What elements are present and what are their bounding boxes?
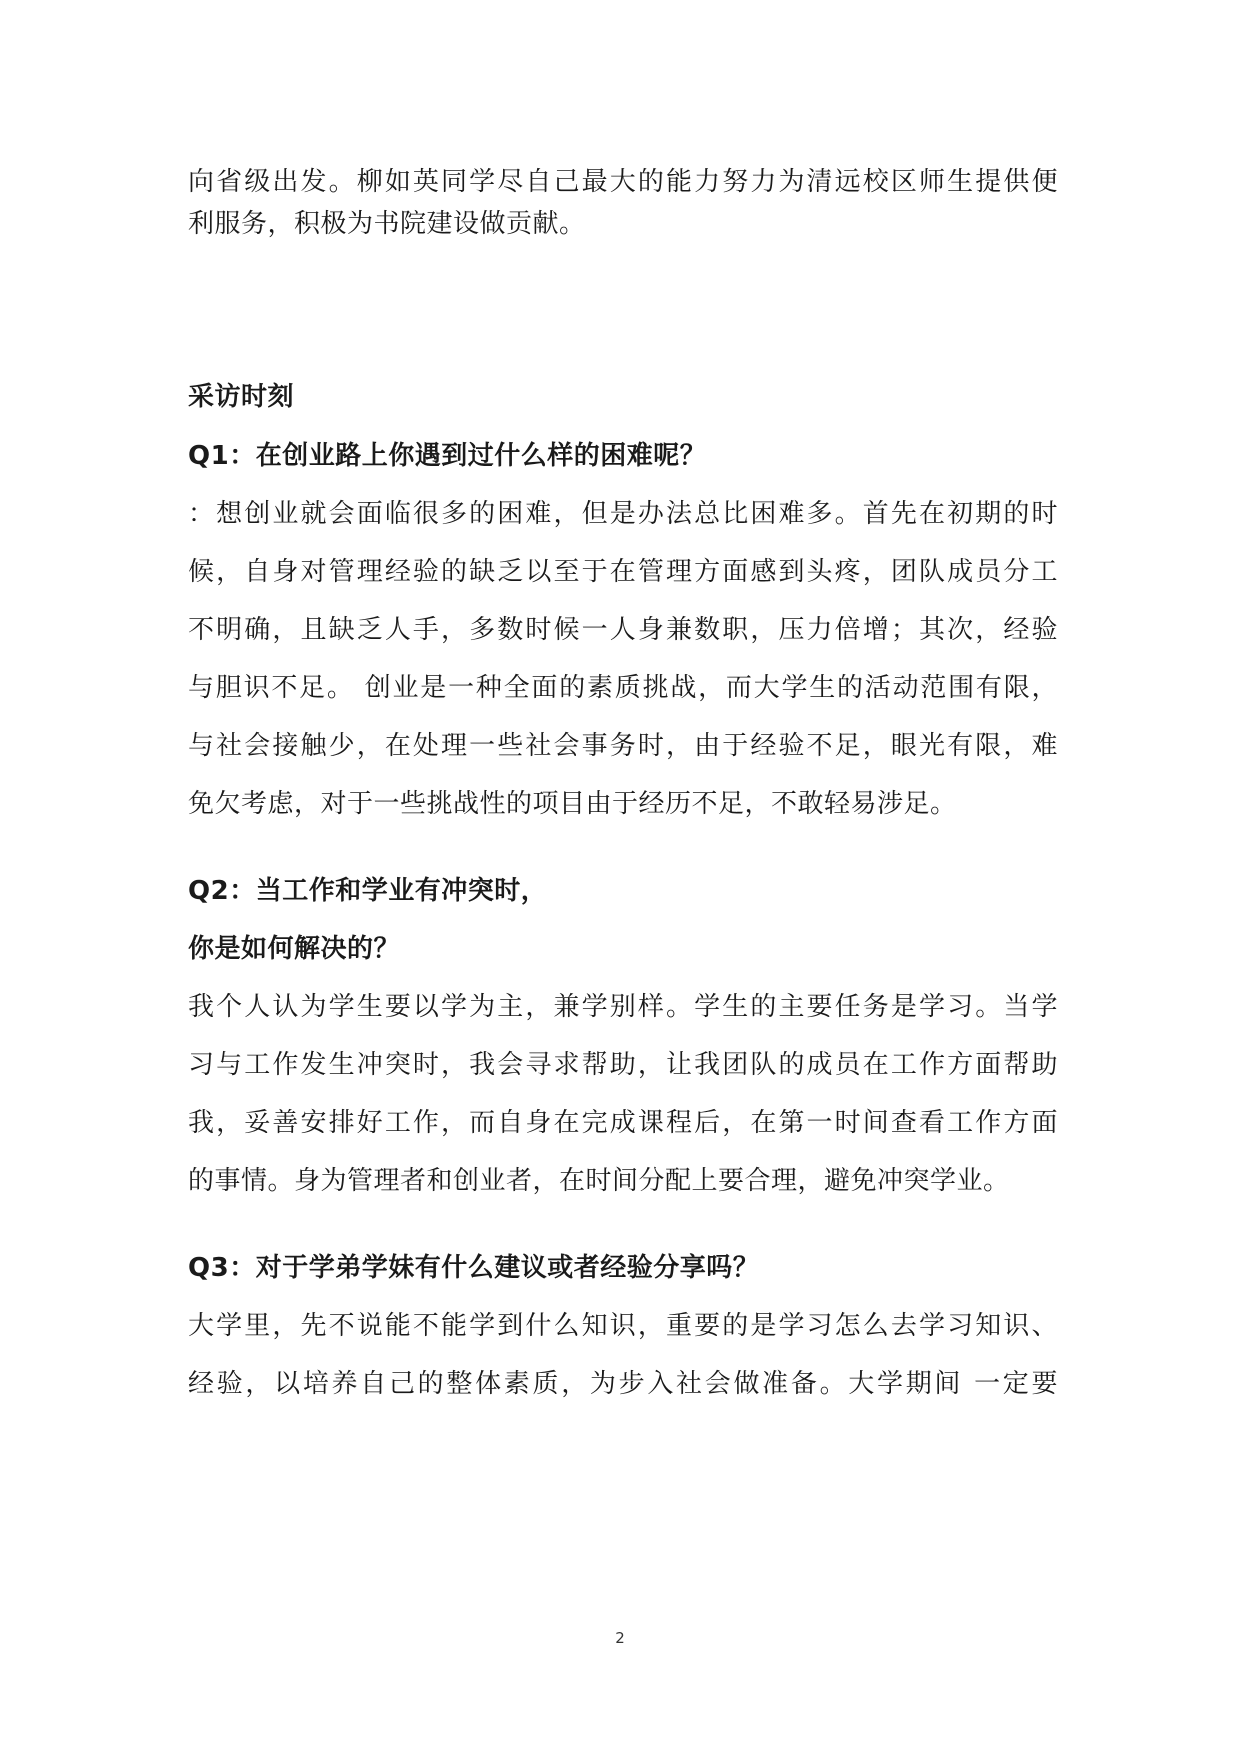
- q2-question-line-2: 你是如何解决的？: [188, 934, 401, 964]
- q1-answer-line-2: 候，自身对管理经验的缺乏以至于在管理方面感到头疼，团队成员分工: [188, 557, 1058, 587]
- q2-question-line-1: Q2：当工作和学业有冲突时，: [188, 876, 548, 906]
- q3-answer-line-1: 大学里，先不说能不能学到什么知识，重要的是学习怎么去学习知识、: [188, 1311, 1058, 1341]
- q1-answer-line-4: 与胆识不足。 创业是一种全面的素质挑战，而大学生的活动范围有限，: [188, 673, 1058, 703]
- q2-answer-line-4: 的事情。身为管理者和创业者，在时间分配上要合理，避免冲突学业。: [188, 1166, 1010, 1196]
- q2-answer-line-3: 我，妥善安排好工作，而自身在完成课程后，在第一时间查看工作方面: [188, 1108, 1058, 1138]
- q1-answer-line-5: 与社会接触少，在处理一些社会事务时，由于经验不足，眼光有限，难: [188, 731, 1058, 761]
- q1-answer-line-3: 不明确，且缺乏人手，多数时候一人身兼数职，压力倍增；其次，经验: [188, 615, 1058, 645]
- intro-line-2: 利服务，积极为书院建设做贡献。: [188, 209, 586, 239]
- q1-answer-line-6: 免欠考虑，对于一些挑战性的项目由于经历不足，不敢轻易涉足。: [188, 789, 957, 819]
- q2-answer-line-1: 我个人认为学生要以学为主，兼学别样。学生的主要任务是学习。当学: [188, 992, 1058, 1022]
- section-title: 采访时刻: [188, 382, 295, 412]
- intro-line-1: 向省级出发。柳如英同学尽自己最大的能力努力为清远校区师生提供便: [188, 167, 1058, 197]
- q2-answer-line-2: 习与工作发生冲突时，我会寻求帮助，让我团队的成员在工作方面帮助: [188, 1050, 1058, 1080]
- q1-answer-line-1: ：想创业就会面临很多的困难，但是办法总比困难多。首先在初期的时: [188, 499, 1058, 529]
- q3-answer-line-2: 经验，以培养自己的整体素质，为步入社会做准备。大学期间 一定要: [188, 1369, 1058, 1399]
- q1-question: Q1：在创业路上你遇到过什么样的困难呢？: [188, 441, 707, 471]
- q3-question: Q3：对于学弟学妹有什么建议或者经验分享吗？: [188, 1253, 760, 1283]
- page-number: 2: [615, 1629, 625, 1647]
